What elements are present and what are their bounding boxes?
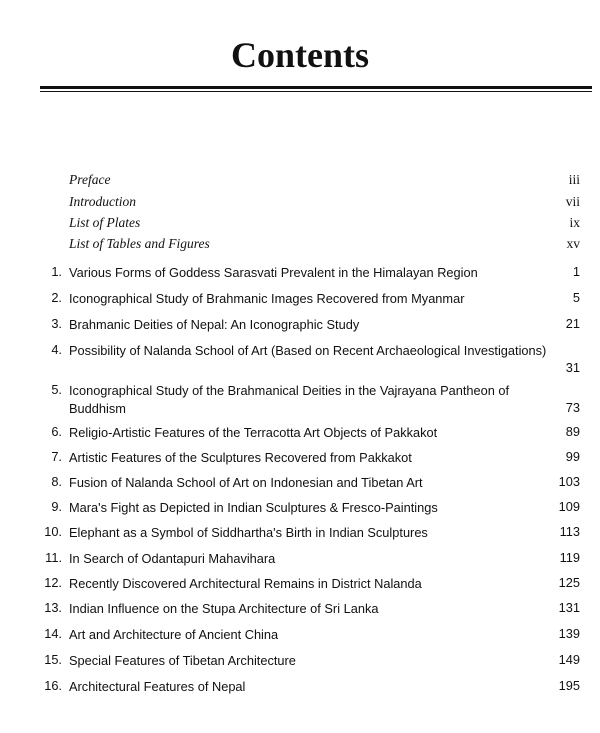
chapter-title: Fusion of Nalanda School of Art on Indonesian and Tibetan Art — [69, 475, 423, 490]
entry-label: List of Plates — [69, 215, 141, 230]
chapter-page: 21 — [565, 316, 580, 331]
entry-page: xv — [566, 236, 580, 251]
chapter-page: 73 — [565, 400, 580, 415]
entry-page: iii — [568, 172, 580, 187]
chapter-title: Various Forms of Goddess Sarasvati Prevalent in the Himalayan Region — [69, 265, 478, 280]
chapter-title: Iconographical Study of Brahmanic Images Recovered from Myanmar — [69, 291, 465, 306]
chapter-title: Possibility of Nalanda School of Art (Based on Recent Archaeological Investigations) — [69, 343, 547, 358]
chapter-page: 31 — [565, 360, 580, 375]
chapter-page: 99 — [565, 449, 580, 464]
chapter-number: 15. — [44, 652, 62, 667]
chapter-page: 119 — [559, 550, 580, 565]
entry-label: List of Tables and Figures — [69, 236, 210, 251]
chapter-number: 5. — [51, 382, 62, 397]
chapter-page: 103 — [558, 474, 580, 489]
chapter-title: Mara's Fight as Depicted in Indian Sculptures & Fresco-Paintings — [69, 500, 438, 515]
title-rule-thin — [40, 91, 592, 92]
chapter-number: 10. — [44, 524, 62, 539]
chapter-number: 7. — [51, 449, 62, 464]
entry-page: ix — [569, 215, 580, 230]
front-matter-item — [0, 236, 600, 256]
chapter-number: 9. — [51, 499, 62, 514]
chapter-number: 1. — [51, 264, 62, 279]
chapter-page: 139 — [558, 626, 580, 641]
chapter-number: 13. — [44, 600, 62, 615]
chapter-number: 12. — [44, 575, 62, 590]
chapter-page: 113 — [559, 524, 580, 539]
front-matter-item — [0, 215, 600, 235]
entry-label: Preface — [69, 172, 111, 187]
chapter-page: 125 — [558, 575, 580, 590]
chapter-number: 4. — [51, 342, 62, 357]
chapter-number: 14. — [44, 626, 62, 641]
chapter-number: 8. — [51, 474, 62, 489]
chapter-title: In Search of Odantapuri Mahavihara — [69, 551, 276, 566]
chapter-page: 109 — [558, 499, 580, 514]
chapter-page: 131 — [558, 600, 580, 615]
chapter-title: Religio-Artistic Features of the Terracotta Art Objects of Pakkakot — [69, 425, 438, 440]
front-matter-item — [0, 194, 600, 214]
chapter-title: Elephant as a Symbol of Siddhartha's Birth in Indian Sculptures — [69, 525, 428, 540]
page-title: Contents — [230, 35, 369, 75]
chapter-number: 16. — [44, 678, 62, 693]
chapter-page: 89 — [565, 424, 580, 439]
chapter-title: Recently Discovered Architectural Remains in District Nalanda — [69, 576, 422, 591]
chapter-number: 11. — [45, 550, 62, 565]
chapter-page: 5 — [572, 290, 580, 305]
chapter-title: Architectural Features of Nepal — [69, 679, 246, 694]
chapter-title: Indian Influence on the Stupa Architecture of Sri Lanka — [69, 601, 379, 616]
title-rule-thick — [40, 86, 592, 89]
chapter-number: 2. — [51, 290, 62, 305]
chapter-number: 6. — [51, 424, 62, 439]
chapter-title: Art and Architecture of Ancient China — [69, 627, 279, 642]
front-matter-item — [0, 172, 600, 192]
chapter-title: Special Features of Tibetan Architecture — [69, 653, 296, 668]
entry-page: vii — [565, 194, 580, 209]
chapter-number: 3. — [51, 316, 62, 331]
chapter-page: 1 — [572, 264, 580, 279]
entry-label: Introduction — [69, 194, 136, 209]
chapter-title: Brahmanic Deities of Nepal: An Iconographic Study — [69, 317, 360, 332]
chapter-title: Iconographical Study of the Brahmanical Deities in the Vajrayana Pantheon of Buddhism — [69, 383, 510, 416]
chapter-page: 149 — [558, 652, 580, 667]
chapter-page: 195 — [558, 678, 580, 693]
chapter-title: Artistic Features of the Sculptures Recovered from Pakkakot — [69, 450, 412, 465]
